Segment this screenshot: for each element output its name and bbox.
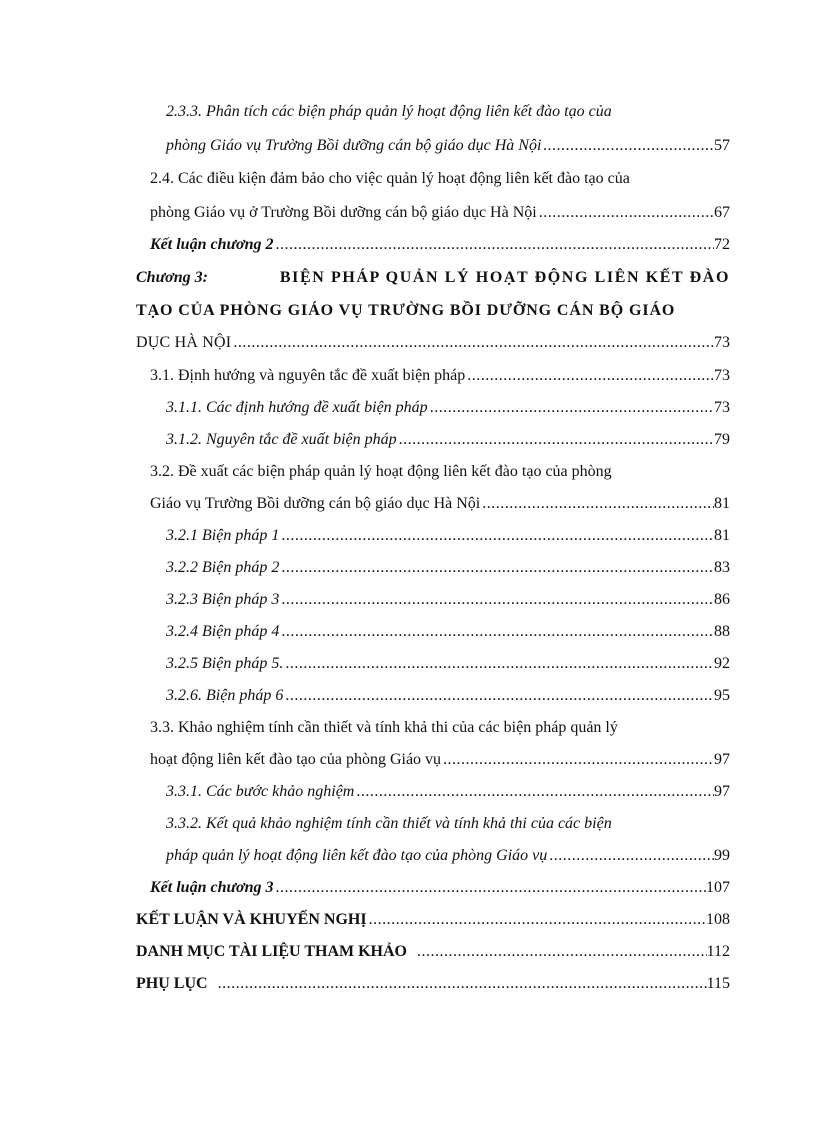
toc-line: 2.3.3. Phân tích các biện pháp quản lý hoạt động liên kết đào tạo của <box>166 103 612 120</box>
leader-dots <box>541 130 714 162</box>
toc-entry-ket-luan-khuyen-nghi <box>0 904 816 936</box>
toc-entry-chuong-3 <box>0 262 816 294</box>
toc-line: 2.4. Các điều kiện đảm bảo cho việc quản lý hoạt động liên kết đào tạo của <box>150 170 630 187</box>
leader-dots <box>547 840 714 872</box>
toc-entry-2-4-cont <box>0 197 816 229</box>
page-number: 112 <box>706 943 730 960</box>
page-number: 81 <box>714 527 730 544</box>
chapter-prefix: Chương 3: <box>136 269 208 286</box>
toc-line: BIỆN PHÁP QUẢN LÝ HOẠT ĐỘNG LIÊN KẾT ĐÀO <box>279 269 730 286</box>
toc-entry-chuong-3-cont2 <box>0 327 816 359</box>
leader-dots <box>216 968 707 1000</box>
toc-entry-3-1 <box>0 360 816 392</box>
toc-line: PHỤ LỤC <box>136 975 208 992</box>
toc-line: pháp quản lý hoạt động liên kết đào tạo của phòng Giáo vụ <box>166 847 548 864</box>
page-number: 95 <box>714 687 730 704</box>
page-number: 107 <box>706 879 730 896</box>
page-number: 81 <box>714 495 730 512</box>
leader-dots <box>367 904 706 936</box>
page-number: 88 <box>714 623 730 640</box>
page-number: 86 <box>714 591 730 608</box>
leader-dots <box>279 552 714 584</box>
toc-entry-3-3-cont <box>0 744 816 776</box>
toc-line: 3.3. Khảo nghiệm tính cần thiết và tính khả thi của các biện pháp quản lý <box>150 719 618 736</box>
toc-line: 3.1.1. Các định hướng đề xuất biện pháp <box>166 399 428 416</box>
leader-dots <box>537 197 714 229</box>
toc-entry-3-3 <box>0 712 816 744</box>
page-number: 92 <box>714 655 730 672</box>
toc-line: 3.1.2. Nguyên tắc đề xuất biện pháp <box>166 431 397 448</box>
toc-entry-3-3-2-cont <box>0 840 816 872</box>
leader-dots <box>397 424 714 456</box>
page-number: 115 <box>706 975 730 992</box>
toc-entry-3-1-1 <box>0 392 816 424</box>
toc-line: hoạt động liên kết đào tạo của phòng Giáo vụ <box>150 751 442 768</box>
toc-entry-3-2-4 <box>0 616 816 648</box>
toc-line: DANH MỤC TÀI LIỆU THAM KHẢO <box>136 943 407 960</box>
page-number: 99 <box>714 847 730 864</box>
page-number: 97 <box>714 751 730 768</box>
toc-entry-2-4 <box>0 163 816 195</box>
toc-entry-2-3-3 <box>0 96 816 128</box>
page-number: 72 <box>714 236 730 253</box>
toc-entry-3-2-5 <box>0 648 816 680</box>
toc-line: 3.2.3 Biện pháp 3 <box>166 591 280 608</box>
page-number: 73 <box>714 367 730 384</box>
toc-entry-3-3-1 <box>0 776 816 808</box>
toc-entry-ket-luan-3 <box>0 872 816 904</box>
toc-line: 3.3.2. Kết quả khảo nghiệm tính cần thiết và tính khả thi của các biện <box>166 815 612 832</box>
toc-line: TẠO CỦA PHÒNG GIÁO VỤ TRƯỜNG BỒI DƯỠNG CÁN BỘ GIÁO <box>136 302 676 319</box>
page-number: 57 <box>714 137 730 154</box>
leader-dots <box>415 936 707 968</box>
leader-dots <box>279 584 714 616</box>
toc-line: Giáo vụ Trường Bồi dưỡng cán bộ giáo dục Hà Nội <box>150 495 481 512</box>
toc-line: phòng Giáo vụ ở Trường Bồi dưỡng cán bộ giáo dục Hà Nội <box>150 204 537 221</box>
toc-line: 3.1. Định hướng và nguyên tắc đề xuất biện pháp <box>150 367 466 384</box>
leader-dots <box>480 488 714 520</box>
toc-line: 3.2.5 Biện pháp 5. <box>166 655 284 672</box>
leader-dots <box>274 229 714 261</box>
page-number: 79 <box>714 431 730 448</box>
toc-line: phòng Giáo vụ Trường Bồi dưỡng cán bộ giáo dục Hà Nội <box>166 137 542 154</box>
leader-dots <box>231 327 714 359</box>
toc-entry-3-2-3 <box>0 584 816 616</box>
leader-dots <box>465 360 714 392</box>
leader-dots <box>274 872 706 904</box>
toc-line: KẾT LUẬN VÀ KHUYẾN NGHỊ <box>136 911 367 928</box>
page-number: 108 <box>706 911 730 928</box>
page-number: 73 <box>714 399 730 416</box>
toc-line: DỤC HÀ NỘI <box>136 334 232 351</box>
toc-entry-3-2-1 <box>0 520 816 552</box>
page-number: 67 <box>714 204 730 221</box>
toc-line: 3.2. Đề xuất các biện pháp quản lý hoạt động liên kết đào tạo của phòng <box>150 463 612 480</box>
toc-entry-3-3-2 <box>0 808 816 840</box>
leader-dots <box>279 520 714 552</box>
leader-dots <box>354 776 714 808</box>
toc-line: 3.2.2 Biện pháp 2 <box>166 559 280 576</box>
toc-line: 3.2.1 Biện pháp 1 <box>166 527 280 544</box>
leader-dots <box>441 744 714 776</box>
toc-entry-3-1-2 <box>0 424 816 456</box>
toc-entry-chuong-3-cont <box>0 295 816 327</box>
toc-entry-ket-luan-2 <box>0 229 816 261</box>
toc-entry-3-2-6 <box>0 680 816 712</box>
toc-line: 3.2.4 Biện pháp 4 <box>166 623 280 640</box>
page-number: 73 <box>714 334 730 351</box>
leader-dots <box>428 392 714 424</box>
toc-entry-2-3-3-cont <box>0 130 816 162</box>
leader-dots <box>283 648 714 680</box>
toc-line: Kết luận chương 3 <box>150 879 274 896</box>
toc-entry-tai-lieu-tham-khao <box>0 936 816 968</box>
toc-entry-3-2-cont <box>0 488 816 520</box>
leader-dots <box>283 680 714 712</box>
page-number: 83 <box>714 559 730 576</box>
toc-line: Kết luận chương 2 <box>150 236 274 253</box>
toc-entry-3-2-2 <box>0 552 816 584</box>
toc-entry-phu-luc <box>0 968 816 1000</box>
toc-line: 3.2.6. Biện pháp 6 <box>166 687 284 704</box>
toc-line: 3.3.1. Các bước khảo nghiệm <box>166 783 355 800</box>
leader-dots <box>279 616 714 648</box>
page-number: 97 <box>714 783 730 800</box>
toc-entry-3-2 <box>0 456 816 488</box>
